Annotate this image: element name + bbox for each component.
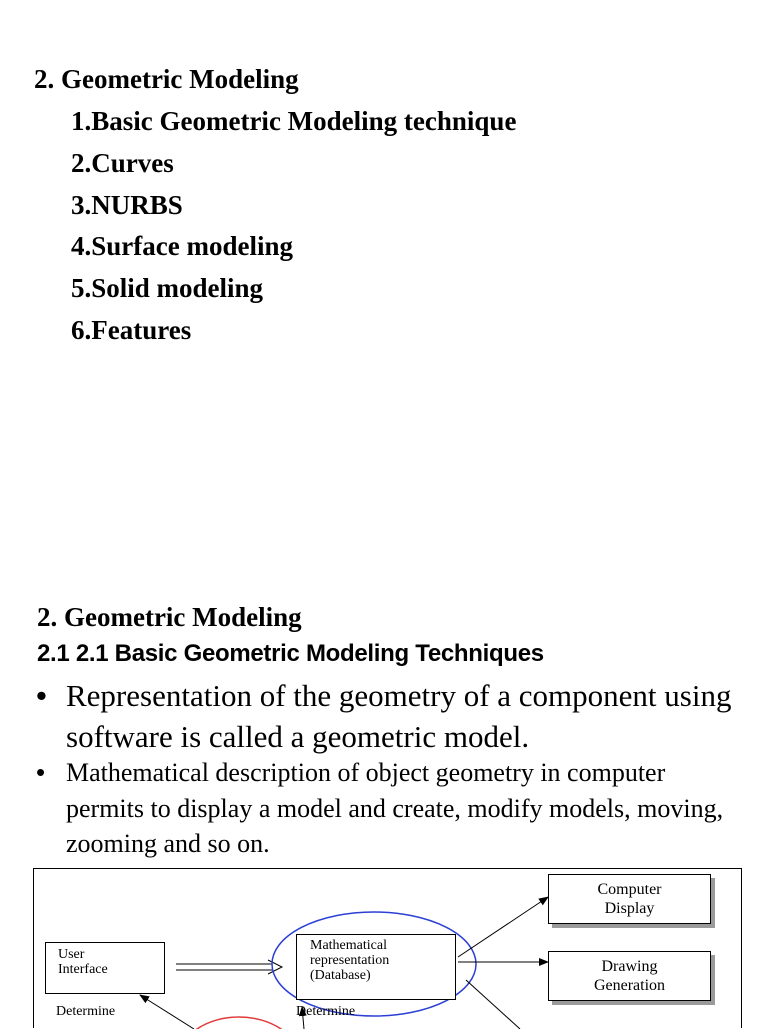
toc-item-1: 1.Basic Geometric Modeling technique bbox=[71, 106, 517, 136]
slide2-title: 2. Geometric Modeling bbox=[37, 602, 302, 632]
toc-item-6: 6.Features bbox=[71, 315, 192, 345]
toc-item-2: 2.Curves bbox=[71, 148, 174, 178]
computer-display-box bbox=[548, 874, 711, 924]
slide2-subtitle: 2.1 2.1 Basic Geometric Modeling Techniques bbox=[37, 640, 544, 667]
drawing-generation-box bbox=[548, 951, 711, 1001]
math-rep-line-3: (Database) bbox=[310, 968, 371, 983]
drawing-generation-line-1: Drawing bbox=[601, 958, 658, 975]
math-rep-line-1: Mathematical bbox=[310, 938, 387, 953]
user-interface-line-2: Interface bbox=[58, 962, 108, 977]
arrow-to-display bbox=[458, 897, 548, 957]
slide1-title: 2. Geometric Modeling bbox=[34, 64, 299, 94]
user-interface-box bbox=[45, 942, 165, 994]
red-ellipse bbox=[179, 1017, 299, 1029]
determine-mid-label: Determine bbox=[296, 1004, 356, 1019]
computer-display-line-2: Display bbox=[604, 900, 655, 917]
determine-left-label: Determine bbox=[56, 1004, 116, 1019]
cad-diagram bbox=[33, 868, 742, 1028]
double-arrow-head bbox=[268, 960, 282, 974]
bullet-2 bbox=[36, 755, 736, 862]
bullet-2-text: Mathematical description of object geometry in computer permits to display a model and create, modify models, moving, zooming and so on. bbox=[66, 758, 724, 858]
math-rep-box bbox=[296, 934, 456, 1000]
bullet-dot: • bbox=[36, 757, 46, 787]
computer-display-line-1: Computer bbox=[597, 881, 662, 898]
toc-item-5: 5.Solid modeling bbox=[71, 273, 264, 303]
toc-item-3: 3.NURBS bbox=[71, 190, 183, 220]
drawing-generation-line-2: Generation bbox=[593, 977, 666, 994]
toc-item-4: 4.Surface modeling bbox=[71, 231, 293, 261]
bullet-1 bbox=[36, 675, 736, 757]
arrow-down-right bbox=[466, 980, 520, 1029]
bullet-1-text: Representation of the geometry of a component using software is called a geometric model. bbox=[66, 678, 732, 754]
math-rep-line-2: representation bbox=[310, 953, 390, 968]
bullet-dot: • bbox=[36, 678, 47, 713]
user-interface-line-1: User bbox=[58, 947, 85, 962]
